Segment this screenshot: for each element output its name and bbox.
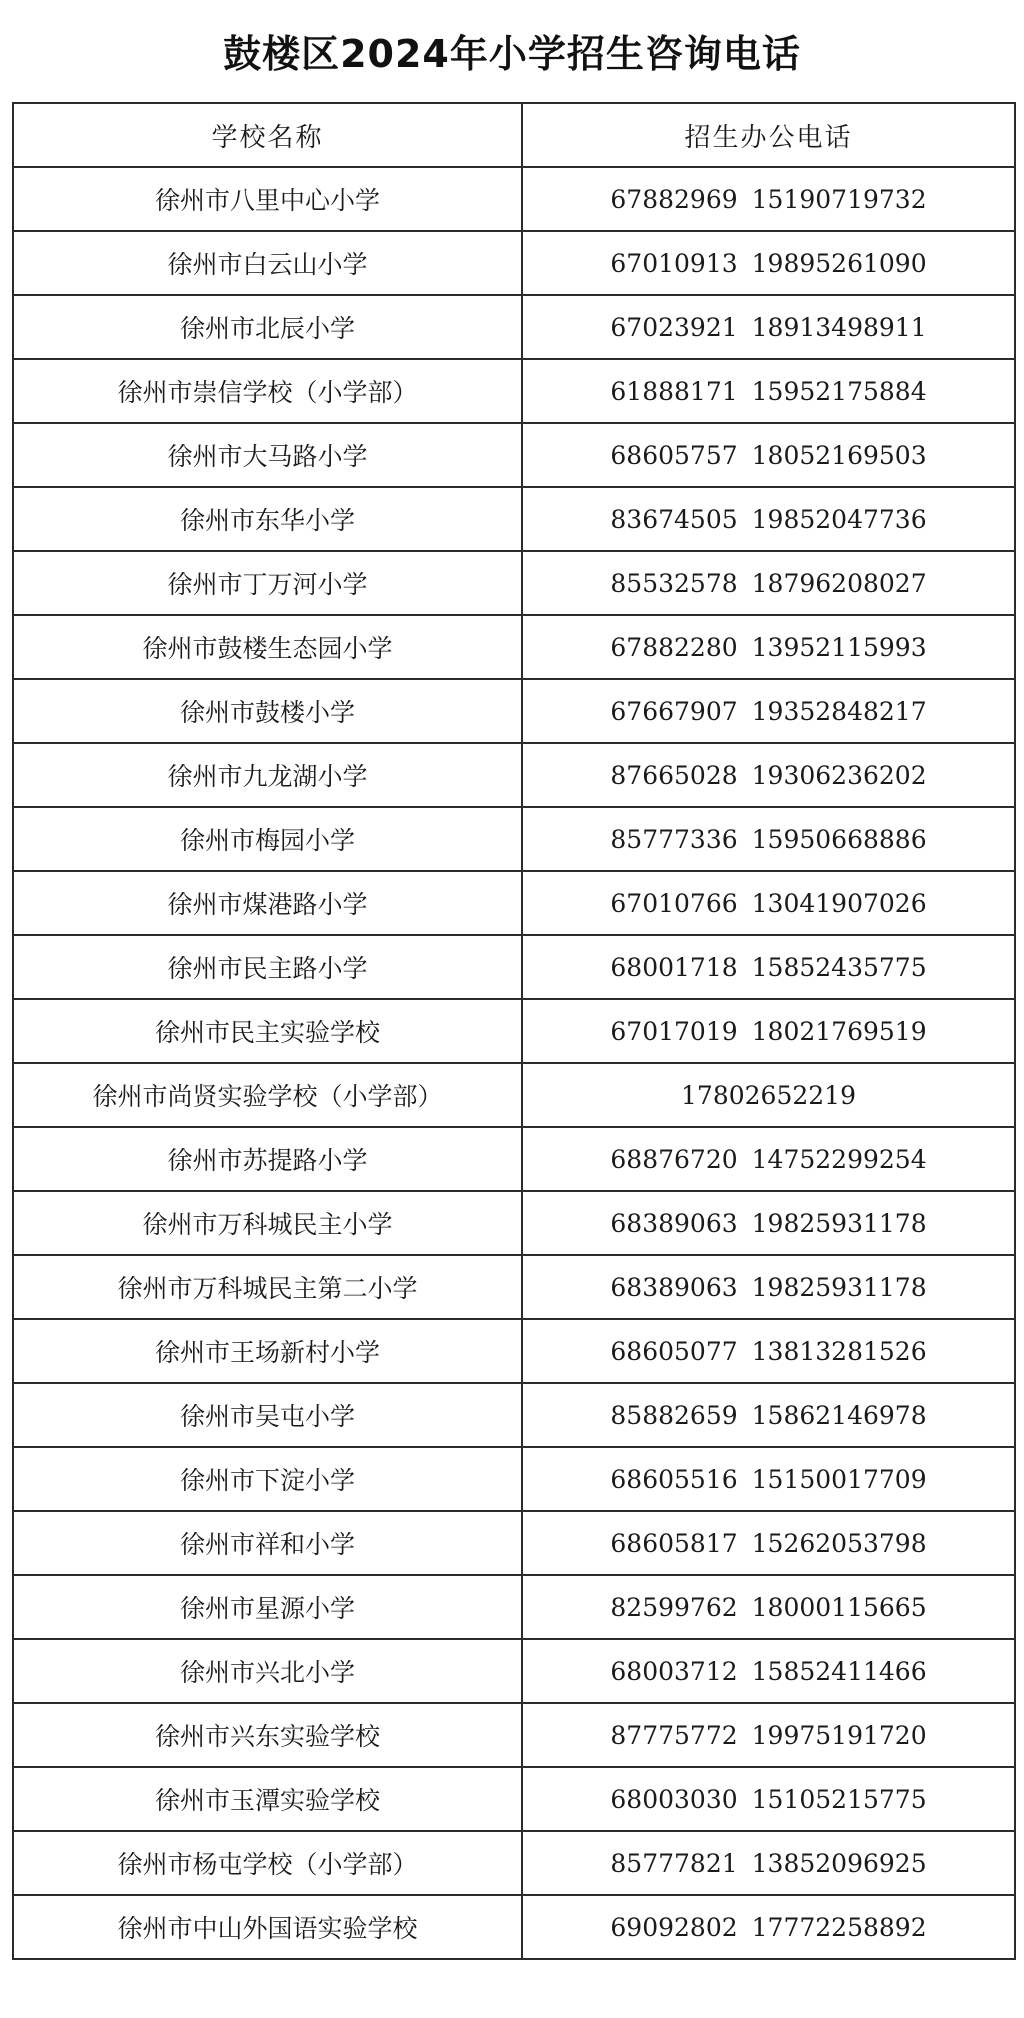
phone-number: 82599762 (610, 1592, 738, 1622)
phone-number: 19975191720 (751, 1720, 927, 1750)
phone-cell (522, 551, 1015, 615)
school-name-cell: 徐州市杨屯学校（小学部） (13, 1831, 522, 1895)
school-name-cell: 徐州市兴东实验学校 (13, 1703, 522, 1767)
page-title: 鼓楼区2024年小学招生咨询电话 (223, 31, 801, 76)
school-name-cell: 徐州市民主实验学校 (13, 999, 522, 1063)
phone-cell (522, 1447, 1015, 1511)
table-row (13, 231, 1015, 295)
phone-number: 85532578 (610, 568, 738, 598)
table-row (13, 871, 1015, 935)
phone-number: 18913498911 (751, 312, 927, 342)
phone-number: 18021769519 (751, 1016, 927, 1046)
phone-number: 15150017709 (751, 1464, 927, 1494)
phone-cell (522, 1319, 1015, 1383)
phone-number: 83674505 (610, 504, 738, 534)
phone-number: 15862146978 (751, 1400, 927, 1430)
table-row (13, 1127, 1015, 1191)
table-row (13, 807, 1015, 871)
phone-number: 85777821 (610, 1848, 738, 1878)
phone-number: 67017019 (610, 1016, 738, 1046)
table-row (13, 1447, 1015, 1511)
school-name-cell: 徐州市尚贤实验学校（小学部） (13, 1063, 522, 1127)
phone-number: 68876720 (610, 1144, 738, 1174)
table-row (13, 1575, 1015, 1639)
table-header-row (13, 103, 1015, 167)
phone-number: 19306236202 (751, 760, 927, 790)
school-name-cell: 徐州市丁万河小学 (13, 551, 522, 615)
school-name-cell: 徐州市吴屯小学 (13, 1383, 522, 1447)
table-row (13, 679, 1015, 743)
phone-number: 17802652219 (681, 1080, 856, 1110)
phone-cell (522, 423, 1015, 487)
phone-cell (522, 1639, 1015, 1703)
phone-number: 67882280 (610, 632, 738, 662)
school-name-cell: 徐州市白云山小学 (13, 231, 522, 295)
phone-number: 61888171 (610, 376, 738, 406)
table-body (13, 167, 1015, 1959)
header-phone: 招生办公电话 (522, 103, 1015, 167)
phone-number: 15190719732 (751, 184, 927, 214)
table-row (13, 935, 1015, 999)
phone-cell (522, 487, 1015, 551)
table-row (13, 1063, 1015, 1127)
phone-cell (522, 1895, 1015, 1959)
phone-cell (522, 679, 1015, 743)
table-row (13, 1831, 1015, 1895)
phone-number: 18000115665 (751, 1592, 927, 1622)
phone-cell (522, 1063, 1015, 1127)
phone-number: 85882659 (610, 1400, 738, 1430)
phone-number: 68001718 (610, 952, 738, 982)
table-row (13, 551, 1015, 615)
school-name-cell: 徐州市王场新村小学 (13, 1319, 522, 1383)
phone-cell (522, 1255, 1015, 1319)
school-name-cell: 徐州市梅园小学 (13, 807, 522, 871)
table-row (13, 1639, 1015, 1703)
school-name-cell: 徐州市玉潭实验学校 (13, 1767, 522, 1831)
phone-number: 14752299254 (751, 1144, 927, 1174)
phone-number: 18796208027 (751, 568, 927, 598)
phone-cell (522, 231, 1015, 295)
phone-cell (522, 1383, 1015, 1447)
phone-number: 68605757 (610, 440, 738, 470)
phone-number: 15950668886 (751, 824, 927, 854)
phone-number: 13952115993 (751, 632, 927, 662)
phone-cell (522, 1703, 1015, 1767)
school-name-cell: 徐州市九龙湖小学 (13, 743, 522, 807)
table-row (13, 487, 1015, 551)
school-name-cell: 徐州市兴北小学 (13, 1639, 522, 1703)
school-name-cell: 徐州市崇信学校（小学部） (13, 359, 522, 423)
school-name-cell: 徐州市万科城民主第二小学 (13, 1255, 522, 1319)
phone-cell (522, 871, 1015, 935)
phone-number: 68389063 (610, 1272, 738, 1302)
phone-number: 19852047736 (751, 504, 927, 534)
phone-number: 15262053798 (751, 1528, 927, 1558)
school-name-cell: 徐州市祥和小学 (13, 1511, 522, 1575)
phone-number: 19825931178 (751, 1208, 927, 1238)
phone-number: 19895261090 (751, 248, 927, 278)
table-row (13, 295, 1015, 359)
table-row (13, 1767, 1015, 1831)
phone-number: 68605516 (610, 1464, 738, 1494)
phone-cell (522, 1575, 1015, 1639)
table-row (13, 1511, 1015, 1575)
table-row (13, 1319, 1015, 1383)
phone-cell (522, 1127, 1015, 1191)
school-name-cell: 徐州市鼓楼小学 (13, 679, 522, 743)
phone-cell (522, 1831, 1015, 1895)
phone-number: 15852411466 (751, 1656, 927, 1686)
table-row (13, 743, 1015, 807)
table-row (13, 423, 1015, 487)
phone-cell (522, 359, 1015, 423)
table-row (13, 359, 1015, 423)
phone-number: 13852096925 (751, 1848, 927, 1878)
phone-number: 15105215775 (751, 1784, 927, 1814)
school-name-cell: 徐州市东华小学 (13, 487, 522, 551)
phone-number: 67010766 (610, 888, 738, 918)
phone-table (12, 102, 1016, 1960)
school-name-cell: 徐州市中山外国语实验学校 (13, 1895, 522, 1959)
phone-number: 67667907 (610, 696, 738, 726)
phone-cell (522, 1767, 1015, 1831)
table-row (13, 1255, 1015, 1319)
phone-number: 17772258892 (751, 1912, 927, 1942)
school-name-cell: 徐州市下淀小学 (13, 1447, 522, 1511)
school-name-cell: 徐州市万科城民主小学 (13, 1191, 522, 1255)
school-name-cell: 徐州市苏提路小学 (13, 1127, 522, 1191)
phone-number: 19352848217 (751, 696, 927, 726)
phone-number: 68003712 (610, 1656, 738, 1686)
phone-number: 13813281526 (751, 1336, 927, 1366)
table-row (13, 1383, 1015, 1447)
phone-number: 69092802 (610, 1912, 738, 1942)
phone-number: 18052169503 (751, 440, 927, 470)
header-school-name: 学校名称 (13, 103, 522, 167)
phone-number: 19825931178 (751, 1272, 927, 1302)
table-row (13, 1895, 1015, 1959)
phone-cell (522, 743, 1015, 807)
phone-number: 68605817 (610, 1528, 738, 1558)
phone-number: 68605077 (610, 1336, 738, 1366)
phone-cell (522, 807, 1015, 871)
phone-number: 67010913 (610, 248, 738, 278)
table-row (13, 167, 1015, 231)
phone-cell (522, 935, 1015, 999)
phone-number: 15852435775 (751, 952, 927, 982)
school-name-cell: 徐州市大马路小学 (13, 423, 522, 487)
table-row (13, 1703, 1015, 1767)
school-name-cell: 徐州市北辰小学 (13, 295, 522, 359)
school-name-cell: 徐州市煤港路小学 (13, 871, 522, 935)
school-name-cell: 徐州市星源小学 (13, 1575, 522, 1639)
phone-number: 68389063 (610, 1208, 738, 1238)
phone-number: 87665028 (610, 760, 738, 790)
phone-number: 15952175884 (751, 376, 927, 406)
phone-number: 67882969 (610, 184, 738, 214)
phone-cell (522, 615, 1015, 679)
phone-number: 68003030 (610, 1784, 738, 1814)
phone-cell (522, 167, 1015, 231)
table-row (13, 1191, 1015, 1255)
phone-cell (522, 295, 1015, 359)
table-row (13, 999, 1015, 1063)
table-row (13, 615, 1015, 679)
phone-table-container (12, 102, 1014, 1960)
school-name-cell: 徐州市民主路小学 (13, 935, 522, 999)
phone-number: 67023921 (610, 312, 738, 342)
school-name-cell: 徐州市八里中心小学 (13, 167, 522, 231)
phone-cell (522, 1511, 1015, 1575)
phone-cell (522, 999, 1015, 1063)
phone-number: 85777336 (610, 824, 738, 854)
phone-cell (522, 1191, 1015, 1255)
phone-number: 13041907026 (751, 888, 927, 918)
school-name-cell: 徐州市鼓楼生态园小学 (13, 615, 522, 679)
phone-number: 87775772 (610, 1720, 738, 1750)
